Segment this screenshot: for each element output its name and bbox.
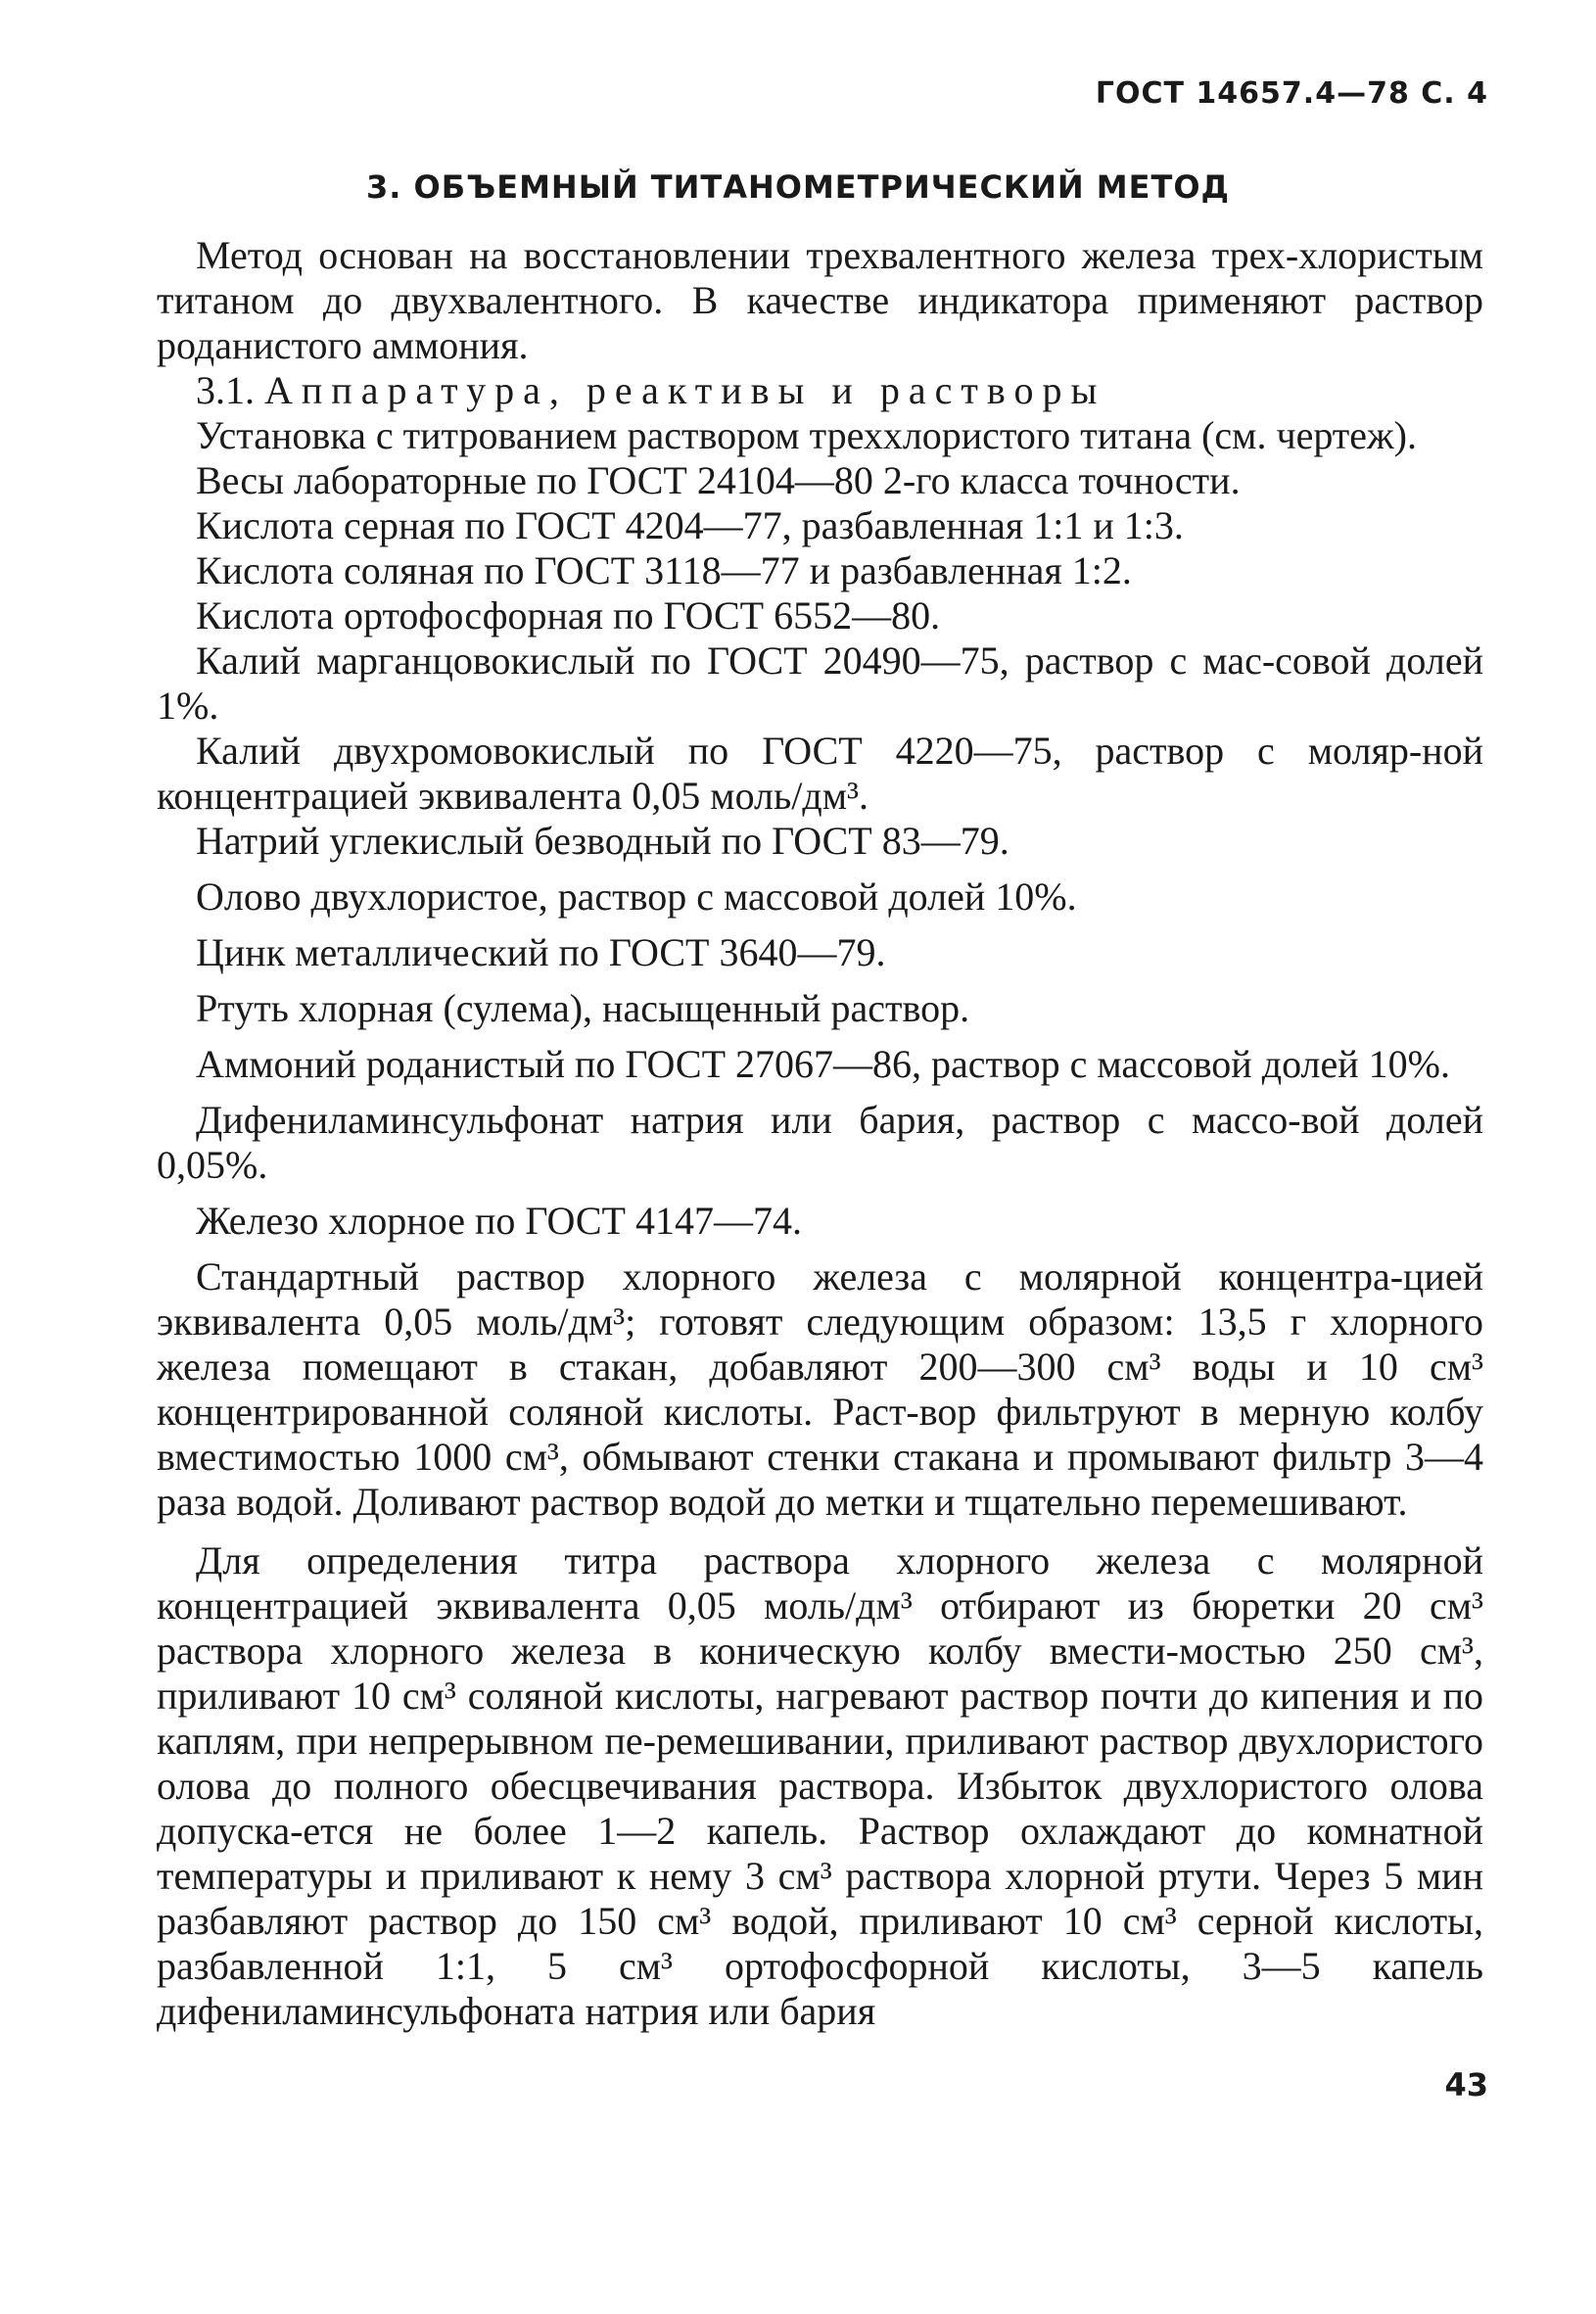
- page-number: 43: [1444, 2066, 1488, 2103]
- paragraph-subsection-heading: [157, 368, 1483, 413]
- paragraph-ferric-chloride: Железо хлорное по ГОСТ 4147—74.: [196, 1199, 802, 1243]
- paragraph-potassium-permanganate: Калий марганцовокислый по ГОСТ 20490—75, раствор с мас-совой долей 1%.: [157, 638, 1483, 728]
- paragraph-sodium-carbonate: Натрий углекислый безводный по ГОСТ 83—79.: [196, 819, 1009, 863]
- paragraph-hydrochloric-acid: Кислота соляная по ГОСТ 3118—77 и разбавленная 1:2.: [196, 548, 1132, 592]
- paragraph-method-basis: Метод основан на восстановлении трехвалентного железа трех-хлористым титаном до двухвалентного. В качестве индикатора применяют раствор роданистого аммония.: [157, 233, 1483, 367]
- paragraph-ammonium-thiocyanate: Аммоний роданистый по ГОСТ 27067—86, раствор с массовой долей 10%.: [196, 1042, 1450, 1086]
- paragraph-standard-solution: Стандартный раствор хлорного железа с молярной концентра-цией эквивалента 0,05 моль/дм³; готовят следующим образом: 13,5 г хлорного железа помещают в стакан, добавляют 200—300 см³ воды и 10 см³ концентрированной соляной кислоты. Раст-вор фильтруют в мерную колбу вместимостью 1000 см³, обмывают стенки стакана и промывают фильтр 3—4 раза водой. Доливают раствор водой до метки и тщательно перемешивают.: [157, 1254, 1483, 1524]
- paragraph-potassium-dichromate: Калий двухромовокислый по ГОСТ 4220—75, раствор с моляр-ной концентрацией эквивалента 0,05 моль/дм³.: [157, 729, 1483, 818]
- subsection-number: 3.1.: [196, 368, 255, 412]
- paragraph-sulfuric-acid: Кислота серная по ГОСТ 4204—77, разбавленная 1:1 и 1:3.: [196, 503, 1184, 547]
- paragraph-mercury-chloride: Ртуть хлорная (сулема), насыщенный раствор.: [196, 986, 970, 1030]
- paragraph-tin-chloride: Олово двухлористое, раствор с массовой долей 10%.: [196, 874, 1077, 919]
- paragraph-scales: Весы лабораторные по ГОСТ 24104—80 2-го класса точности.: [196, 458, 1241, 502]
- paragraph-apparatus: Установка с титрованием раствором треххлористого титана (см. чертеж).: [196, 413, 1417, 457]
- paragraph-phosphoric-acid: Кислота ортофосфорная по ГОСТ 6552—80.: [196, 593, 941, 638]
- subsection-title: Аппаратура, реактивы и растворы: [264, 368, 1106, 412]
- paragraph-zinc: Цинк металлический по ГОСТ 3640—79.: [196, 930, 886, 974]
- section-title: 3. ОБЪЕМНЫЙ ТИТАНОМЕТРИЧЕСКИЙ МЕТОД: [365, 168, 1231, 206]
- document-body: [157, 233, 1483, 2034]
- running-header: ГОСТ 14657.4—78 С. 4: [1095, 76, 1488, 111]
- paragraph-titer-determination: Для определения титра раствора хлорного железа с молярной концентрацией эквивалента 0,05 моль/дм³ отбирают из бюретки 20 см³ раствора хлорного железа в коническую колбу вмести-мостью 250 см³, приливают 10 см³ соляной кислоты, нагревают раствор почти до кипения и по каплям, при непрерывном пе-ремешивании, приливают раствор двухлористого олова до полного обесцвечивания раствора. Избыток двухлористого олова допуска-ется не более 1—2 капель. Раствор охлаждают до комнатной температуры и приливают к нему 3 см³ раствора хлорной ртути. Через 5 мин разбавляют раствор до 150 см³ водой, приливают 10 см³ серной кислоты, разбавленной 1:1, 5 см³ ортофосфорной кислоты, 3—5 капель дифениламинсульфоната натрия или бария: [157, 1538, 1483, 2033]
- paragraph-diphenylamine-sulfonate: Дифениламинсульфонат натрия или бария, раствор с массо-вой долей 0,05%.: [157, 1098, 1483, 1187]
